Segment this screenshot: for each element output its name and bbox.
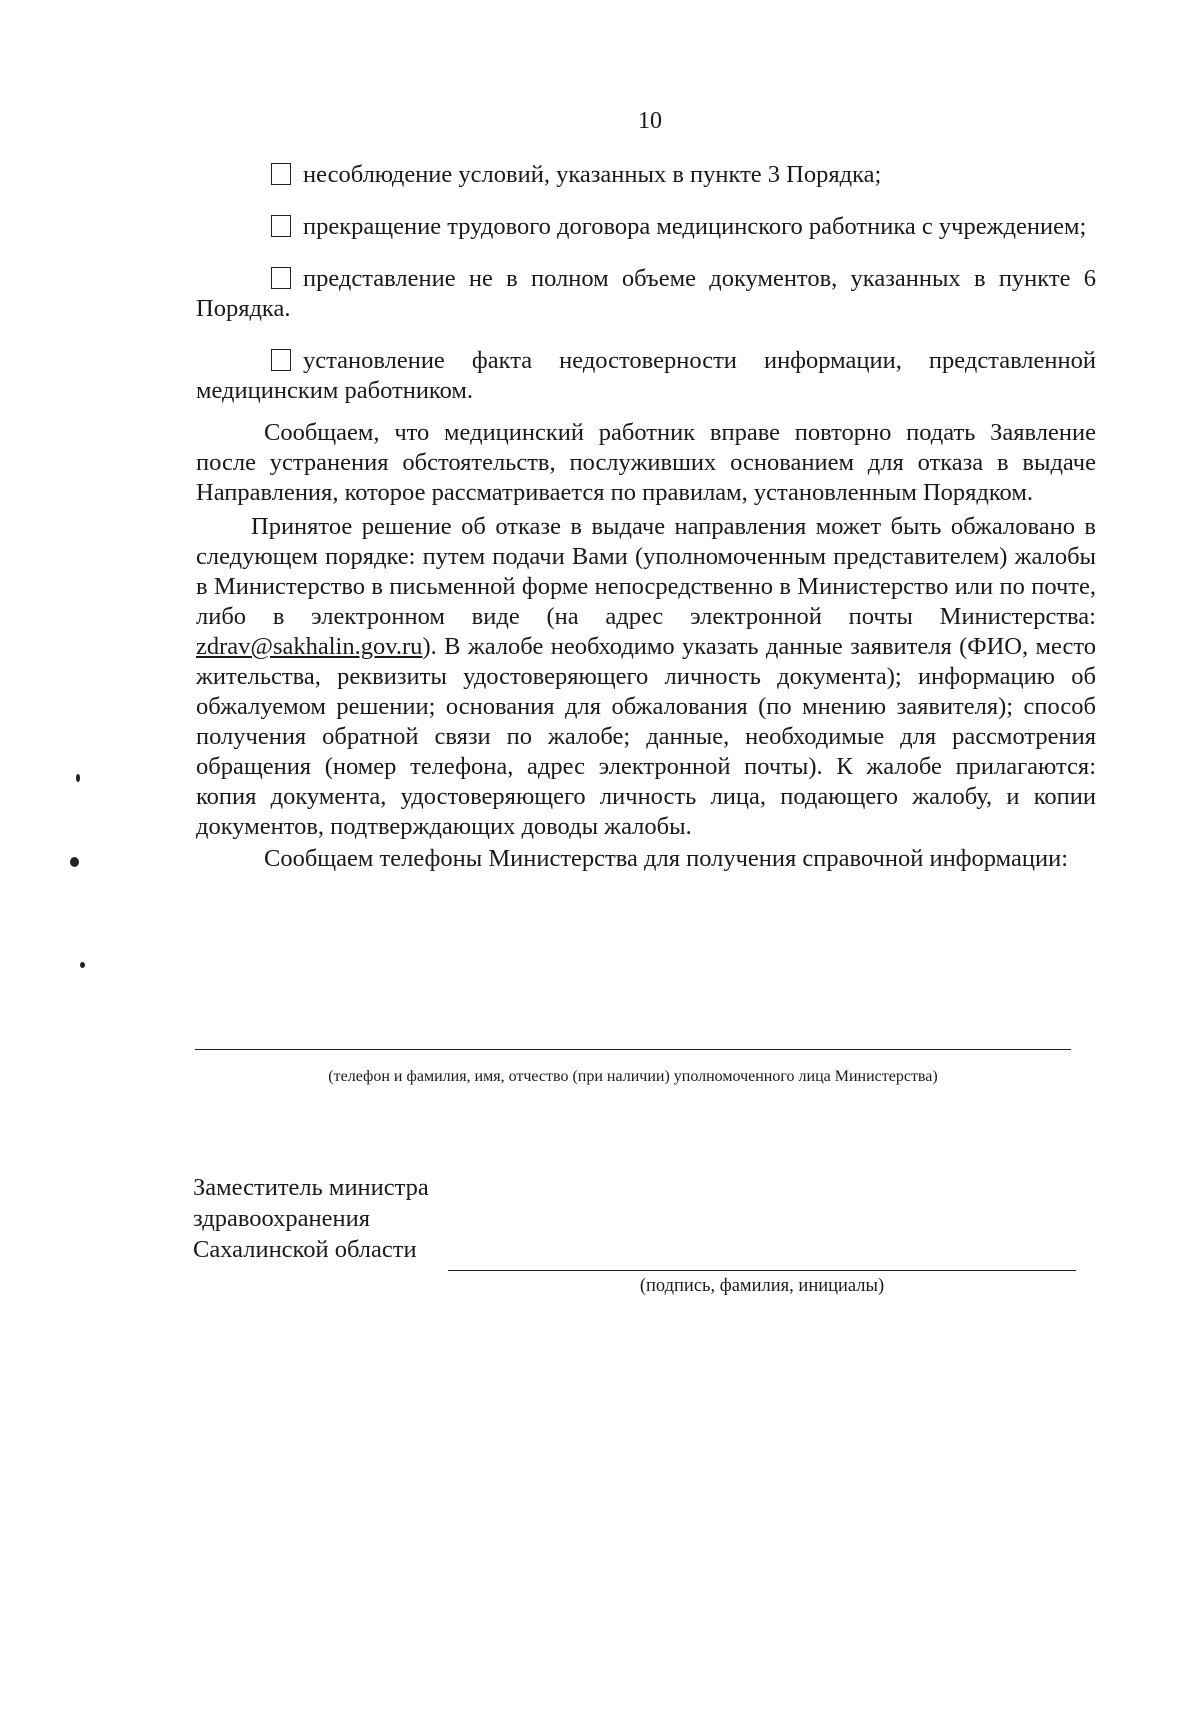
paragraph-resubmit: Сообщаем, что медицинский работник вправе повторно подать Заявление после устранения обстоятельств, послуживших основанием для отказа в выдаче Направления, которое рассматривается по правилам, установленным Порядком. bbox=[196, 419, 1096, 506]
checkbox-item-2 bbox=[196, 212, 1096, 242]
signature-line-2: здравоохранения bbox=[193, 1205, 370, 1232]
paragraph-phones: Сообщаем телефоны Министерства для получения справочной информации: bbox=[264, 845, 1069, 872]
scan-speck bbox=[70, 857, 79, 867]
paragraph-appeal bbox=[196, 512, 1096, 842]
checkbox-icon bbox=[271, 163, 291, 185]
item-text: несоблюдение условий, указанных в пункте 3 Порядка; bbox=[303, 161, 882, 188]
contact-fill-line bbox=[195, 1049, 1071, 1050]
checkbox-item-1 bbox=[196, 160, 1096, 190]
contact-caption: (телефон и фамилия, имя, отчество (при наличии) уполномоченного лица Министерства) bbox=[328, 1068, 938, 1085]
email-link[interactable]: zdrav@sakhalin.gov.ru bbox=[196, 633, 423, 660]
appeal-text-end: ). В жалобе необходимо указать данные заявителя (ФИО, место жительства, реквизиты удостоверяющего личность документа); информацию об обжалуемом решении; основания для обжалования (по мнению заявителя); способ получения обратной связи по жалобе; данные, необходимые для рассмотрения обращения (номер телефона, адрес электронной почты). К жалобе прилагаются: копия документа, удостоверяющего личность лица, подающего жалобу, и копии документов, подтверждающих доводы жалобы. bbox=[196, 633, 1096, 840]
signature-block bbox=[193, 1172, 429, 1265]
item-text: представление не в полном объеме документов, указанных в пункте 6 Порядка. bbox=[196, 265, 1096, 322]
checkbox-icon bbox=[271, 349, 291, 371]
signature-fill-line bbox=[448, 1270, 1076, 1271]
signature-caption: (подпись, фамилия, инициалы) bbox=[639, 1276, 885, 1296]
document-body bbox=[196, 160, 1096, 874]
scan-speck bbox=[80, 962, 85, 968]
page-number: 10 bbox=[638, 108, 662, 134]
appeal-text-start: Принятое решение об отказе в выдаче направления может быть обжаловано в следующем порядке: путем подачи Вами (уполномоченным представителем) жалобы в Министерство в письменной форме непосредственно в Министерство или по почте, либо в электронном виде (на адрес электронной почты Министерства: bbox=[196, 513, 1096, 630]
item-text: установление факта недостоверности информации, представленной медицинским работником. bbox=[196, 347, 1096, 404]
item-text: прекращение трудового договора медицинского работника с учреждением; bbox=[303, 213, 1087, 240]
checkbox-item-3 bbox=[196, 264, 1096, 324]
signature-line-3: Сахалинской области bbox=[193, 1236, 417, 1263]
signature-line-1: Заместитель министра bbox=[193, 1174, 429, 1201]
checkbox-icon bbox=[271, 267, 291, 289]
checkbox-icon bbox=[271, 215, 291, 237]
checkbox-item-4 bbox=[196, 346, 1096, 406]
scan-speck bbox=[76, 774, 80, 782]
